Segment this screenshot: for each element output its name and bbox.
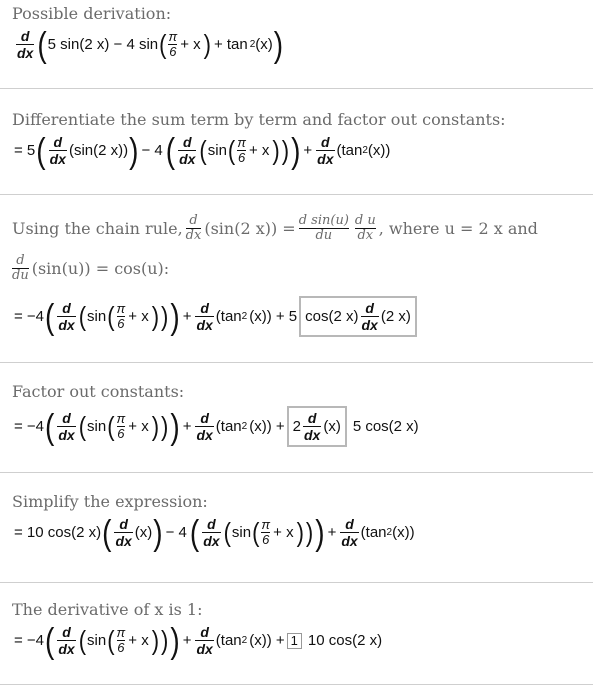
step-3-expression: = −4 ( $\frac{d}{dx}$ ( sin ( $\frac{\pi}{6}$ + x ) ) ) + $\frac{d}{dx}$ (tan 2 (x)) + 5 cos(2 x) $\frac{d}{dx}$ (2 x)	[14, 296, 417, 337]
step-5-expression: = 10 cos(2 x) ( $\frac{d}{dx}$ (x) ) − 4 ( $\frac{d}{dx}$ ( sin ( $\frac{\pi}{6}$ + x ) ) ) + $\frac{d}{dx}$ (tan 2 (x))	[14, 512, 415, 552]
step-3-caption-cont: $\frac{d}{du}$ (sin(u)) = cos(u):	[12, 253, 170, 283]
divider	[0, 472, 593, 473]
step-6-caption: The derivative of x is 1:	[12, 600, 203, 619]
highlight-box: cos(2 x) $\frac{d}{dx}$ (2 x)	[299, 296, 417, 337]
divider	[0, 684, 593, 685]
highlight-box: 2 $\frac{d}{dx}$ (x)	[287, 406, 347, 447]
step-6-expression: = −4 ( $\frac{d}{dx}$ ( sin ( $\frac{\pi}{6}$ + x ) ) ) + $\frac{d}{dx}$ (tan 2 (x)) + 1 10 cos(2 x)	[14, 620, 383, 660]
divider	[0, 194, 593, 195]
step-4-caption: Factor out constants:	[12, 382, 185, 401]
divider	[0, 88, 593, 89]
step-5-caption: Simplify the expression:	[12, 492, 208, 511]
divider	[0, 582, 593, 583]
step-2-expression: = 5 ( $\frac{d}{dx}$ (sin(2 x)) ) − 4 ( $\frac{d}{dx}$ ( sin ( $\frac{\pi}{6}$ + x ) ) ) + $\frac{d}{dx}$ (tan 2 (x))	[14, 130, 391, 170]
highlight-box: 1	[287, 633, 302, 649]
derivative-operator: $\frac{d}{dx}$	[17, 28, 34, 61]
step-2-caption: Differentiate the sum term by term and factor out constants:	[12, 110, 506, 129]
step-1-caption: Possible derivation:	[12, 4, 172, 23]
divider	[0, 362, 593, 363]
step-3-caption: Using the chain rule, $\frac{d}{dx}$ (sin(2 x)) = $\frac{\text{d sin(u)}}{du}$ $\frac{\text{d u}}{dx}$ , where u = 2 x and	[12, 213, 538, 243]
step-1-expression: $\frac{d}{dx}$ ( 5 sin(2 x) − 4 sin ( $\frac{\pi}{6}$ + x ) + tan 2 (x) )	[17, 24, 284, 64]
step-4-expression: = −4 ( $\frac{d}{dx}$ ( sin ( $\frac{\pi}{6}$ + x ) ) ) + $\frac{d}{dx}$ (tan 2 (x)) + 2 $\frac{d}{dx}$ (x) 5 cos(2 x)	[14, 406, 419, 446]
